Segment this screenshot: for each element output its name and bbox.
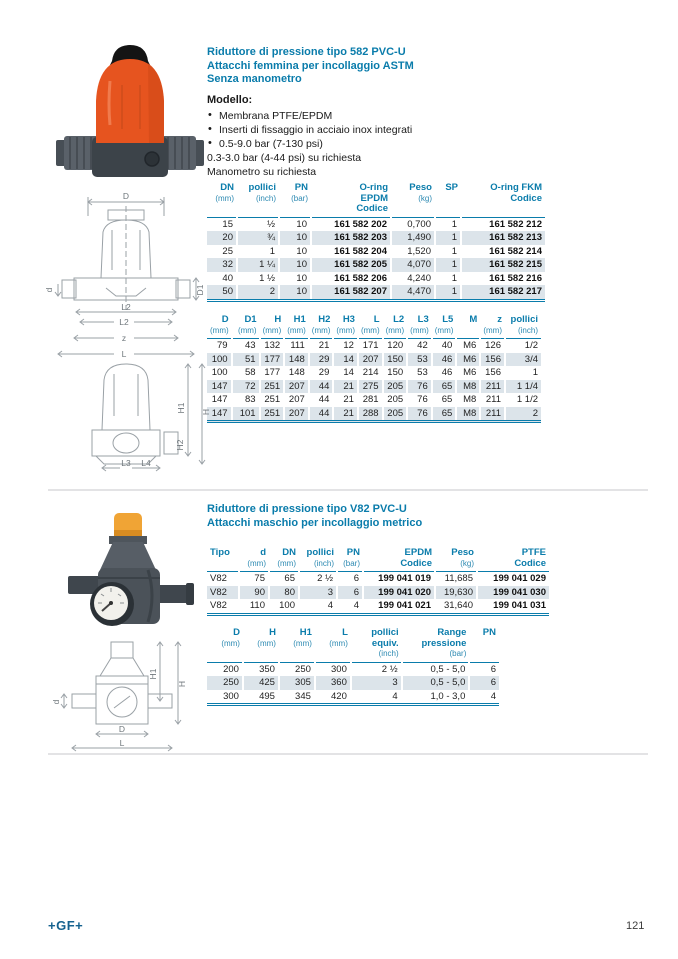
dim-label-L3: L3 [121,458,131,468]
cap-shade [114,530,142,537]
dim-label-L4: L4 [141,458,151,468]
table-cell: 21 [333,393,358,407]
table-row [207,586,549,600]
column-header: DN (mm) [269,548,299,572]
table-cell: M8 [456,380,480,394]
table-cell: 1,490 [391,231,435,245]
table-cell: 250 [207,676,243,690]
table-cell: 345 [279,690,315,705]
table-cell: 3 [299,586,337,600]
dim-label-D1: D1 [195,284,205,296]
title-line: Attacchi femmina per incollaggio ASTM [207,59,414,72]
table-cell: 281 [358,393,383,407]
table-cell: 29 [309,353,334,367]
column-header: DN (mm) [207,183,237,217]
column-header: L2 (mm) [383,315,408,339]
table-cell: 65 [432,393,457,407]
table-row [207,380,541,394]
table-cell: 53 [407,353,432,367]
table-cell: 161 582 212 [489,218,542,230]
table-cell: 46 [432,366,457,380]
table-row [207,339,541,353]
table-cell: 214 [358,366,383,380]
table-cell: 161 582 207 [311,285,391,300]
dim-label-d: d [44,287,54,293]
table-cell: 100 [207,366,232,380]
table-cell: 21 [333,380,358,394]
column-header: L5 (mm) [432,315,457,339]
table-cell: 161 582 205 [311,258,391,272]
column-header: Range pressione (bar) [402,628,470,662]
table-cell: 53 [407,366,432,380]
column-header: D (mm) [207,628,243,662]
table-cell: 300 [207,690,243,705]
table-row [207,599,549,614]
feature-item: • 0.5-9.0 bar (7-130 psi) [207,137,547,151]
dim-label-L: L [119,738,125,748]
table-cell: M6 [456,339,480,353]
table-cell: 40 [432,339,457,353]
table-cell: 110 [239,599,269,614]
table-cell: 207 [358,353,383,367]
table-row [207,662,499,676]
table-cell: 425 [243,676,279,690]
table-cell: 211 [480,393,505,407]
dimension-drawing-582-side [44,312,212,474]
table-cell: 40 [207,272,237,286]
table-cell: 161 582 202 [311,217,391,231]
column-header: d (mm) [239,548,269,572]
table-cell: 171 [358,339,383,353]
table-cell: 20 [207,231,237,245]
table-cell: 75 [239,572,269,586]
table-cell: 1 [435,217,461,231]
table-cell: 420 [315,690,351,705]
table-cell: 65 [432,380,457,394]
table-cell: 65 [269,572,299,586]
table-cell: 51 [232,353,260,367]
table-cell: 1 [532,367,538,378]
table-cell: 3 [351,676,402,690]
column-header: SP [435,183,461,217]
table-582-dimensions [207,315,541,423]
table-cell: 21 [309,339,334,353]
gf-logo: +GF+ [48,918,84,933]
table-cell: 42 [407,339,432,353]
table-cell: 161 582 216 [489,272,542,284]
table-cell: 205 [383,407,408,422]
table-cell: 1 [435,272,461,286]
table-cell: 147 [207,380,232,394]
table-cell: 147 [207,393,232,407]
table-cell: 0,700 [391,217,435,231]
table-cell: M6 [456,366,480,380]
column-header: Tipo [207,548,239,572]
table-cell: 44 [309,393,334,407]
table-cell: 100 [207,353,232,367]
table-cell: 120 [383,339,408,353]
table-cell: 90 [239,586,269,600]
dimension-drawing-582-front [46,192,206,318]
note-line: Manometro su richiesta [207,165,317,178]
table-cell: 19,630 [435,586,477,600]
table-cell: 148 [284,366,309,380]
section-divider [48,489,648,491]
table-cell: 150 [383,353,408,367]
column-header: EPDM Codice [363,548,435,572]
table-row [207,285,545,300]
table-cell: 1 ¼ [237,258,279,272]
column-header: L (mm) [358,315,383,339]
table-cell: 350 [243,662,279,676]
table-row [207,407,541,422]
table-cell: 83 [232,393,260,407]
table-cell: 80 [269,586,299,600]
table-cell: 76 [407,393,432,407]
column-header: H (mm) [260,315,285,339]
table-cell: 199 041 021 [363,599,435,614]
product-photo-582 [52,33,208,188]
table-cell: 199 041 019 [363,572,435,586]
table-cell: 199 041 020 [363,586,435,600]
table-cell: 29 [309,366,334,380]
table-cell: 76 [407,380,432,394]
table-cell: 12 [333,339,358,353]
table-cell: 1 1/4 [505,380,541,394]
dome-shade [148,63,164,143]
page-number: 121 [626,920,645,932]
table-cell: 31,640 [435,599,477,614]
column-header: H2 (mm) [309,315,334,339]
table-cell: 4 [299,599,337,614]
table-cell: 4 [351,690,402,705]
dim-label-H: H [201,408,211,416]
table-cell: 10 [279,285,311,300]
dim-label-d: d [51,699,61,705]
dim-label-H1: H1 [148,668,158,680]
table-row [207,393,541,407]
table-cell: 15 [207,217,237,231]
table-row [207,245,545,259]
table-cell: M6 [456,353,480,367]
right-stub-end [186,583,194,605]
dim-label-L2: L2 [119,317,129,327]
table-cell: V82 [207,586,239,600]
table-cell: 251 [260,380,285,394]
table-row [207,572,549,586]
table-cell: 44 [309,380,334,394]
column-header: PN [469,628,499,662]
table-cell: 1 [435,231,461,245]
table-cell: 0,5 - 5,0 [402,662,470,676]
table-cell: 199 041 029 [493,573,546,584]
table-cell: 126 [480,339,505,353]
column-header: L3 (mm) [407,315,432,339]
table-cell: 1/2 [524,340,538,351]
table-cell: 147 [207,407,232,422]
dim-label-D: D [118,724,126,734]
table-cell: 132 [260,339,285,353]
column-header: L (mm) [315,628,351,662]
column-header: H1 (mm) [279,628,315,662]
section2-title [207,503,547,530]
table-cell: 1 [435,245,461,259]
dimension-drawing-v82 [48,636,208,754]
table-cell: V82 [207,599,239,614]
table-cell: 1 ½ [237,272,279,286]
table-cell: 199 041 030 [477,586,549,600]
dim-label-H: H [177,680,187,688]
table-cell: 2 ½ [299,572,337,586]
gauge-hub [109,601,113,605]
column-header: H3 (mm) [333,315,358,339]
table-cell: ½ [237,217,279,231]
table-cell: 251 [260,393,285,407]
table-cell: 2 [505,407,541,422]
note-line: 0.3-3.0 bar (4-44 psi) su richiesta [207,152,362,164]
table-cell: 1,0 - 3,0 [402,690,470,705]
table-cell: M8 [456,407,480,422]
column-header: PN (bar) [337,548,363,572]
header-row [207,183,545,217]
gauge-port [145,152,159,166]
table-cell: 495 [243,690,279,705]
table-row [207,272,545,286]
product-photo-v82 [52,508,204,634]
table-cell: 199 041 031 [493,600,546,611]
table-cell: 65 [432,407,457,422]
table-cell: 3/4 [505,353,541,367]
feature-item: • Membrana PTFE/EPDM [207,109,547,123]
column-header: pollici (inch) [505,315,541,339]
table-cell: ¾ [237,231,279,245]
table-cell: 79 [207,339,232,353]
model-heading: Modello: [207,94,253,106]
dim-label-D: D [122,191,130,201]
column-header: M [456,315,480,339]
table-cell: 250 [279,662,315,676]
column-header: D (mm) [207,315,232,339]
table-cell: 32 [207,258,237,272]
table-cell: 1 [435,285,461,300]
table-row [207,353,541,367]
table-cell: 161 582 217 [461,285,545,300]
table-cell: 156 [480,366,505,380]
table-cell: 44 [309,407,334,422]
table-v82-dimensions [207,628,499,706]
table-cell: 211 [480,407,505,422]
header-row [207,315,541,339]
table-582-codes [207,183,545,302]
table-cell: 207 [284,407,309,422]
title-line: Riduttore di pressione tipo 582 PVC-U [207,46,406,58]
table-cell: 148 [284,353,309,367]
table-cell: 58 [232,366,260,380]
dim-label-L2: L2 [121,302,131,312]
table-cell: 161 582 214 [489,245,542,257]
table-cell: 4,470 [391,285,435,300]
table-cell: 10 [279,245,311,259]
table-cell: 251 [260,407,285,422]
table-cell: 1 [237,245,279,259]
valve-cone [100,542,156,570]
header-row [207,548,549,572]
table-cell: 360 [315,676,351,690]
table-cell: 300 [315,662,351,676]
table-cell: 10 [279,272,311,286]
dim-label-H1: H1 [176,402,186,414]
table-cell: 1 [435,258,461,272]
table-cell: 150 [383,366,408,380]
table-cell: 2 ½ [351,662,402,676]
table-cell: 6 [337,586,363,600]
table-cell: 156 [480,353,505,367]
table-cell: 211 [480,380,505,394]
column-header: PN (bar) [279,183,311,217]
feature-list [207,109,547,151]
table-cell: 275 [358,380,383,394]
column-header: H1 (mm) [284,315,309,339]
column-header: Peso (kg) [391,183,435,217]
table-cell: 161 582 215 [461,258,545,272]
table-cell: 4,240 [391,272,435,286]
table-row [207,231,545,245]
table-cell: 161 582 206 [311,272,391,286]
column-header: pollici (inch) [237,183,279,217]
table-cell: 305 [279,676,315,690]
title-line: Senza manometro [207,73,302,85]
column-header: pollici equiv. (inch) [351,628,402,662]
table-cell: 4,070 [391,258,435,272]
table-cell: 207 [284,393,309,407]
table-row [207,217,545,231]
table-cell: 21 [333,407,358,422]
table-cell: V82 [207,572,239,586]
table-cell: 4 [490,690,496,702]
table-cell: 2 [237,285,279,300]
table-row [207,676,499,690]
table-cell: 11,685 [435,572,477,586]
table-cell: 10 [279,231,311,245]
table-cell: 161 582 203 [311,231,391,245]
table-cell: 177 [260,353,285,367]
table-cell: 10 [279,258,311,272]
table-cell: 205 [383,380,408,394]
feature-item: • Inserti di fissaggio in acciaio inox integrati [207,123,547,137]
column-header: z (mm) [480,315,505,339]
table-cell: 6 [469,676,499,690]
table-cell: 0,5 - 5,0 [402,676,470,690]
table-cell: 25 [207,245,237,259]
table-cell: 288 [358,407,383,422]
table-cell: M8 [456,393,480,407]
table-cell: 46 [432,353,457,367]
dome-highlight [109,81,110,125]
dim-label-L: L [121,349,127,359]
table-row [207,690,499,705]
table-cell: 111 [284,339,309,353]
table-cell: 100 [269,599,299,614]
table-cell: 10 [279,217,311,231]
column-header: PTFE Codice [477,548,549,572]
table-cell: 200 [207,662,243,676]
table-row [207,366,541,380]
notes [207,152,547,179]
table-cell: 207 [284,380,309,394]
table-row [207,258,545,272]
column-header: D1 (mm) [232,315,260,339]
table-cell: 4 [337,599,363,614]
table-cell: 43 [232,339,260,353]
table-cell: 76 [407,407,432,422]
table-cell: 6 [337,572,363,586]
column-header: O-ring FKM Codice [461,183,545,217]
bottom-divider [48,753,648,755]
table-cell: 72 [232,380,260,394]
table-cell: 1,520 [391,245,435,259]
column-header: O-ring EPDM Codice [311,183,391,217]
column-header: Peso (kg) [435,548,477,572]
column-header: H (mm) [243,628,279,662]
table-cell: 161 582 204 [311,245,391,259]
table-cell: 1 1/2 [516,394,538,405]
table-cell: 50 [207,285,237,300]
title-line: Attacchi maschio per incollaggio metrico [207,516,423,529]
header-row [207,628,499,662]
title-line: Riduttore di pressione tipo V82 PVC-U [207,503,407,515]
table-cell: 205 [383,393,408,407]
dim-label-z: z [121,333,127,343]
table-v82-codes [207,548,549,616]
table-cell: 177 [260,366,285,380]
table-cell: 6 [490,663,496,675]
table-cell: 14 [333,353,358,367]
section1-title [207,46,547,87]
column-header: pollici (inch) [299,548,337,572]
dim-label-H2: H2 [175,439,185,451]
table-cell: 14 [333,366,358,380]
table-cell: 101 [232,407,260,422]
table-cell: 161 582 213 [461,231,545,245]
